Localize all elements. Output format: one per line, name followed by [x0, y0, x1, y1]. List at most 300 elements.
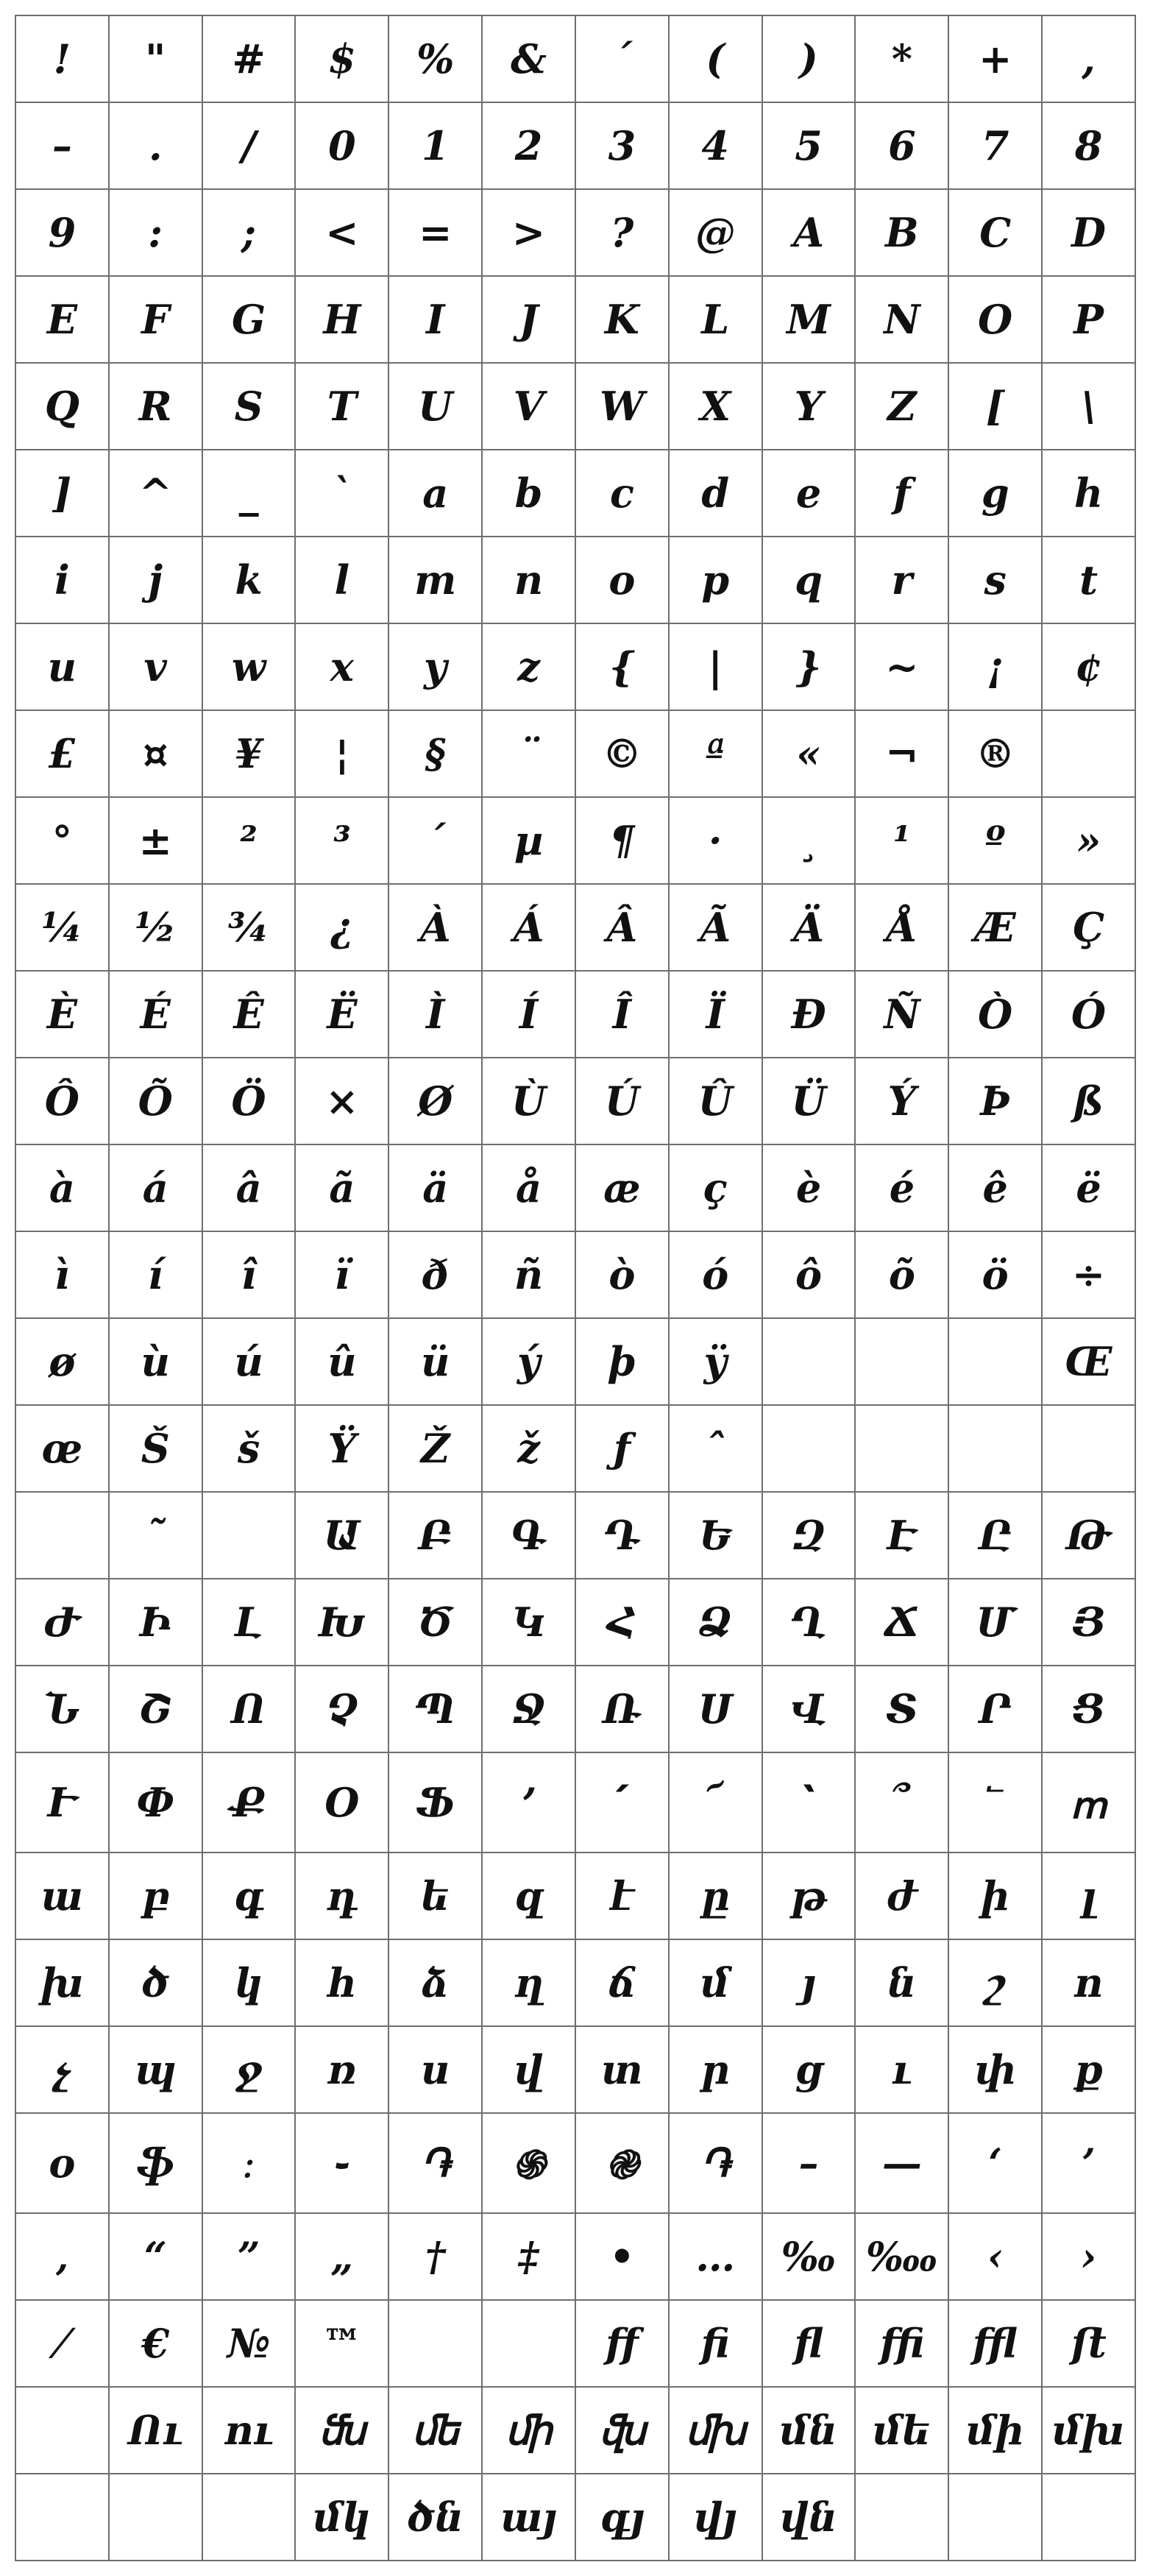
glyph-cell: é [855, 1144, 948, 1231]
glyph-cell: 4 [669, 102, 762, 189]
glyph-cell: ¶ [575, 797, 669, 884]
glyph-cell: Փ [109, 1752, 202, 1853]
glyph-cell: դ [295, 1853, 388, 1939]
glyph-row [15, 2300, 1135, 2387]
glyph-cell: u [15, 623, 109, 710]
glyph-cell: z [482, 623, 575, 710]
glyph-cell: J [482, 276, 575, 363]
glyph-row [15, 1231, 1135, 1318]
glyph-cell: – [762, 2113, 856, 2213]
glyph-cell: ® [948, 710, 1042, 797]
glyph-cell: Â [575, 884, 669, 971]
glyph-cell: ղ [482, 1939, 575, 2026]
glyph-cell: Ռ [575, 1666, 669, 1752]
glyph-cell: ։ [202, 2113, 296, 2213]
glyph-cell: › [1042, 2213, 1135, 2300]
glyph-cell: Ç [1042, 884, 1135, 971]
glyph-grid-body [15, 15, 1135, 2561]
glyph-cell: ﬕ [482, 2387, 575, 2474]
empty-glyph-cell [1042, 2474, 1135, 2561]
glyph-cell: ¢ [1042, 623, 1135, 710]
glyph-cell: È [15, 971, 109, 1058]
glyph-cell: = [388, 189, 482, 276]
glyph-cell: s [948, 537, 1042, 623]
glyph-cell: W [575, 363, 669, 450]
glyph-cell: Ì [388, 971, 482, 1058]
glyph-cell: O [948, 276, 1042, 363]
glyph-cell: v [109, 623, 202, 710]
glyph-cell: Ց [1042, 1666, 1135, 1752]
glyph-cell: ? [575, 189, 669, 276]
glyph-cell: Ը [948, 1492, 1042, 1579]
glyph-cell: > [482, 189, 575, 276]
glyph-cell: € [109, 2300, 202, 2387]
glyph-cell: ս [388, 2026, 482, 2113]
glyph-cell: Ք [202, 1752, 296, 1853]
glyph-cell: " [109, 15, 202, 102]
glyph-cell: à [15, 1144, 109, 1231]
glyph-cell: I [388, 276, 482, 363]
glyph-cell: յ [762, 1939, 856, 2026]
glyph-cell: ð [388, 1231, 482, 1318]
glyph-cell: ֏ [388, 2113, 482, 2213]
glyph-cell: Վ [762, 1666, 856, 1752]
glyph-row [15, 450, 1135, 537]
glyph-cell: ÷ [1042, 1231, 1135, 1318]
glyph-row [15, 1492, 1135, 1579]
glyph-cell: Á [482, 884, 575, 971]
glyph-cell: À [388, 884, 482, 971]
glyph-cell: ա [15, 1853, 109, 1939]
glyph-cell: ՠ [1042, 1752, 1135, 1853]
glyph-cell: ց [762, 2026, 856, 2113]
glyph-cell: ý [482, 1318, 575, 1405]
glyph-cell: ՞ [855, 1752, 948, 1853]
glyph-cell: » [1042, 797, 1135, 884]
glyph-row [15, 1579, 1135, 1666]
glyph-cell: d [669, 450, 762, 537]
glyph-cell: — [855, 2113, 948, 2213]
glyph-cell: è [762, 1144, 856, 1231]
glyph-row [15, 2474, 1135, 2561]
glyph-cell: օ [15, 2113, 109, 2213]
glyph-cell: g [948, 450, 1042, 537]
glyph-row [15, 1058, 1135, 1144]
glyph-cell: ô [762, 1231, 856, 1318]
glyph-cell: ﬄ [948, 2300, 1042, 2387]
glyph-cell: Ð [762, 971, 856, 1058]
glyph-cell: î [202, 1231, 296, 1318]
glyph-cell: æ [575, 1144, 669, 1231]
glyph-cell: ր [669, 2026, 762, 2113]
glyph-cell: Ë [295, 971, 388, 1058]
glyph-cell: ﬅ [1042, 2300, 1135, 2387]
glyph-cell: հ [295, 1939, 388, 2026]
glyph-row [15, 1405, 1135, 1492]
glyph-cell: չ [15, 2026, 109, 2113]
glyph-cell: մե [855, 2387, 948, 2474]
glyph-cell: Û [669, 1058, 762, 1144]
glyph-cell: Չ [295, 1666, 388, 1752]
glyph-cell: • [575, 2213, 669, 2300]
glyph-cell: 7 [948, 102, 1042, 189]
glyph-row [15, 276, 1135, 363]
glyph-cell: Í [482, 971, 575, 1058]
glyph-cell: պ [109, 2026, 202, 2113]
glyph-cell: ü [388, 1318, 482, 1405]
glyph-cell: Ա [295, 1492, 388, 1579]
glyph-cell: 0 [295, 102, 388, 189]
glyph-cell: m [388, 537, 482, 623]
glyph-cell: É [109, 971, 202, 1058]
glyph-cell: ‘ [948, 2113, 1042, 2213]
glyph-cell: մի [948, 2387, 1042, 2474]
glyph-cell: Ù [482, 1058, 575, 1144]
glyph-cell: ՝ [762, 1752, 856, 1853]
glyph-cell: ù [109, 1318, 202, 1405]
glyph-cell: Ø [388, 1058, 482, 1144]
glyph-cell: ՜ [669, 1752, 762, 1853]
glyph-row [15, 1144, 1135, 1231]
glyph-row [15, 1939, 1135, 2026]
glyph-cell: ի [948, 1853, 1042, 1939]
glyph-cell: “ [109, 2213, 202, 2300]
glyph-cell: ռ [295, 2026, 388, 2113]
glyph-cell: Ր [948, 1666, 1042, 1752]
glyph-cell: Ÿ [295, 1405, 388, 1492]
glyph-cell: Խ [295, 1579, 388, 1666]
glyph-cell: P [1042, 276, 1135, 363]
glyph-cell: F [109, 276, 202, 363]
empty-glyph-cell [948, 1318, 1042, 1405]
glyph-cell: Ջ [482, 1666, 575, 1752]
empty-glyph-cell [109, 2474, 202, 2561]
glyph-cell: ø [15, 1318, 109, 1405]
glyph-cell: Ó [1042, 971, 1135, 1058]
glyph-cell: գյ [575, 2474, 669, 2561]
glyph-cell: Ե [669, 1492, 762, 1579]
glyph-cell: f [855, 450, 948, 537]
glyph-cell: ՟ [948, 1752, 1042, 1853]
glyph-cell: բ [109, 1853, 202, 1939]
glyph-cell: Š [109, 1405, 202, 1492]
glyph-cell: < [295, 189, 388, 276]
glyph-cell: k [202, 537, 296, 623]
glyph-cell: Q [15, 363, 109, 450]
glyph-cell: 8 [1042, 102, 1135, 189]
glyph-cell: ը [669, 1853, 762, 1939]
glyph-cell: ë [1042, 1144, 1135, 1231]
glyph-cell: այ [482, 2474, 575, 2561]
glyph-cell: զ [482, 1853, 575, 1939]
glyph-cell: ¾ [202, 884, 296, 971]
glyph-row [15, 189, 1135, 276]
glyph-cell: % [388, 15, 482, 102]
glyph-cell: w [202, 623, 296, 710]
glyph-cell: Շ [109, 1666, 202, 1752]
glyph-cell: C [948, 189, 1042, 276]
glyph-row [15, 363, 1135, 450]
glyph-cell: Ս [669, 1666, 762, 1752]
glyph-cell: ˜ [109, 1492, 202, 1579]
glyph-cell: Ñ [855, 971, 948, 1058]
empty-glyph-cell [388, 2300, 482, 2387]
glyph-cell: S [202, 363, 296, 450]
glyph-cell: մխ [1042, 2387, 1135, 2474]
glyph-cell: x [295, 623, 388, 710]
glyph-cell: ú [202, 1318, 296, 1405]
glyph-cell: Œ [1042, 1318, 1135, 1405]
glyph-row [15, 1318, 1135, 1405]
glyph-cell: Հ [575, 1579, 669, 1666]
glyph-cell: â [202, 1144, 296, 1231]
glyph-row [15, 2026, 1135, 2113]
glyph-cell: , [1042, 15, 1135, 102]
glyph-cell: Ֆ [388, 1752, 482, 1853]
glyph-cell: y [388, 623, 482, 710]
empty-glyph-cell [202, 1492, 296, 1579]
glyph-row [15, 884, 1135, 971]
glyph-cell: ջ [202, 2026, 296, 2113]
glyph-cell: # [202, 15, 296, 102]
glyph-cell: ¤ [109, 710, 202, 797]
glyph-cell: Ու [109, 2387, 202, 2474]
glyph-cell: ﬁ [669, 2300, 762, 2387]
glyph-cell: ~ [855, 623, 948, 710]
glyph-cell: Ò [948, 971, 1042, 1058]
glyph-cell: Ճ [855, 1579, 948, 1666]
glyph-cell: ¥ [202, 710, 296, 797]
glyph-cell: * [855, 15, 948, 102]
glyph-cell: տ [575, 2026, 669, 2113]
glyph-cell: V [482, 363, 575, 450]
glyph-cell: ß [1042, 1058, 1135, 1144]
glyph-cell: n [482, 537, 575, 623]
glyph-cell: ¨ [482, 710, 575, 797]
glyph-cell: c [575, 450, 669, 537]
glyph-row [15, 2113, 1135, 2213]
glyph-cell: Õ [109, 1058, 202, 1144]
glyph-cell: _ [202, 450, 296, 537]
glyph-cell: T [295, 363, 388, 450]
glyph-row [15, 1752, 1135, 1853]
glyph-cell: ] [15, 450, 109, 537]
glyph-cell: 6 [855, 102, 948, 189]
empty-glyph-cell [762, 1405, 856, 1492]
glyph-cell: ﬂ [762, 2300, 856, 2387]
glyph-cell: ê [948, 1144, 1042, 1231]
glyph-cell: ` [295, 450, 388, 537]
glyph-cell: ֍ [482, 2113, 575, 2213]
glyph-cell: ծ [109, 1939, 202, 2026]
glyph-cell: մկ [295, 2474, 388, 2561]
glyph-cell: փ [948, 2026, 1042, 2113]
glyph-row [15, 537, 1135, 623]
glyph-cell: շ [948, 1939, 1042, 2026]
glyph-cell: գ [202, 1853, 296, 1939]
glyph-cell: 3 [575, 102, 669, 189]
glyph-cell: Լ [202, 1579, 296, 1666]
glyph-cell: Î [575, 971, 669, 1058]
glyph-cell: Զ [762, 1492, 856, 1579]
glyph-cell: { [575, 623, 669, 710]
glyph-cell: ; [202, 189, 296, 276]
glyph-cell: / [202, 102, 296, 189]
glyph-cell: Ä [762, 884, 856, 971]
glyph-cell: A [762, 189, 856, 276]
glyph-cell: № [202, 2300, 296, 2387]
glyph-cell: ì [15, 1231, 109, 1318]
glyph-cell: G [202, 276, 296, 363]
glyph-cell: Å [855, 884, 948, 971]
glyph-cell: µ [482, 797, 575, 884]
glyph-cell: ք [1042, 2026, 1135, 2113]
glyph-cell: ֆ [109, 2113, 202, 2213]
glyph-cell: @ [669, 189, 762, 276]
glyph-cell: Օ [295, 1752, 388, 1853]
empty-glyph-cell [855, 2474, 948, 2561]
glyph-cell: ւ [855, 2026, 948, 2113]
glyph-cell: ¡ [948, 623, 1042, 710]
empty-glyph-cell [762, 1318, 856, 1405]
glyph-cell: 5 [762, 102, 856, 189]
glyph-cell: q [762, 537, 856, 623]
empty-glyph-cell [1042, 1405, 1135, 1492]
glyph-cell: ³ [295, 797, 388, 884]
glyph-cell: Ի [109, 1579, 202, 1666]
glyph-cell: û [295, 1318, 388, 1405]
glyph-cell: ( [669, 15, 762, 102]
glyph-cell: e [762, 450, 856, 537]
glyph-cell: Ï [669, 971, 762, 1058]
glyph-cell: . [109, 102, 202, 189]
glyph-cell: 9 [15, 189, 109, 276]
glyph-cell: Թ [1042, 1492, 1135, 1579]
glyph-cell: Է [855, 1492, 948, 1579]
glyph-cell: ² [202, 797, 296, 884]
glyph-cell: b [482, 450, 575, 537]
glyph-cell: Ü [762, 1058, 856, 1144]
glyph-cell: ﬖ [575, 2387, 669, 2474]
glyph-cell: õ [855, 1231, 948, 1318]
glyph-cell: ‡ [482, 2213, 575, 2300]
glyph-cell: Ã [669, 884, 762, 971]
glyph-cell: ƒ [575, 1405, 669, 1492]
glyph-cell: լ [1042, 1853, 1135, 1939]
glyph-cell: i [15, 537, 109, 623]
glyph-cell: ‱ [855, 2213, 948, 2300]
glyph-cell: ՛ [575, 1752, 669, 1853]
glyph-cell: ֊ [295, 2113, 388, 2213]
glyph-cell: Ê [202, 971, 296, 1058]
empty-glyph-cell [15, 2387, 109, 2474]
glyph-cell: ä [388, 1144, 482, 1231]
glyph-cell: մ [669, 1939, 762, 2026]
glyph-cell: ° [15, 797, 109, 884]
glyph-cell: š [202, 1405, 296, 1492]
glyph-cell: ¸ [762, 797, 856, 884]
glyph-cell: + [948, 15, 1042, 102]
glyph-cell: ò [575, 1231, 669, 1318]
glyph-cell: Þ [948, 1058, 1042, 1144]
glyph-cell: · [669, 797, 762, 884]
glyph-cell: ‚ [15, 2213, 109, 2300]
glyph-cell: D [1042, 189, 1135, 276]
glyph-cell: Ծ [388, 1579, 482, 1666]
glyph-cell: Æ [948, 884, 1042, 971]
glyph-cell: է [575, 1853, 669, 1939]
glyph-cell: Ô [15, 1058, 109, 1144]
empty-glyph-cell [15, 1492, 109, 1579]
glyph-cell: կ [202, 1939, 296, 2026]
glyph-cell: ֏ [669, 2113, 762, 2213]
glyph-cell: † [388, 2213, 482, 2300]
glyph-cell: Z [855, 363, 948, 450]
glyph-cell: մն [762, 2387, 856, 2474]
glyph-row [15, 2387, 1135, 2474]
glyph-cell: ö [948, 1231, 1042, 1318]
glyph-row [15, 1666, 1135, 1752]
glyph-cell: Դ [575, 1492, 669, 1579]
empty-glyph-cell [202, 2474, 296, 2561]
glyph-cell: Մ [948, 1579, 1042, 1666]
glyph-cell: Տ [855, 1666, 948, 1752]
glyph-cell: ’ [1042, 2113, 1135, 2213]
glyph-row [15, 623, 1135, 710]
glyph-cell: ª [669, 710, 762, 797]
glyph-row [15, 15, 1135, 102]
glyph-cell: ´ [388, 797, 482, 884]
glyph-cell: £ [15, 710, 109, 797]
empty-glyph-cell [482, 2300, 575, 2387]
glyph-cell: ) [762, 15, 856, 102]
glyph-grid [15, 15, 1136, 2561]
glyph-cell: ⁄ [15, 2300, 109, 2387]
glyph-cell: : [109, 189, 202, 276]
glyph-cell: Ղ [762, 1579, 856, 1666]
glyph-row [15, 1853, 1135, 1939]
glyph-cell: í [109, 1231, 202, 1318]
glyph-cell: [ [948, 363, 1042, 450]
glyph-cell: K [575, 276, 669, 363]
glyph-cell: ´ [575, 15, 669, 102]
glyph-cell: ! [15, 15, 109, 102]
glyph-cell: ^ [109, 450, 202, 537]
glyph-cell: t [1042, 537, 1135, 623]
glyph-cell: H [295, 276, 388, 363]
glyph-cell: ո [1042, 1939, 1135, 2026]
glyph-cell: 1 [388, 102, 482, 189]
glyph-cell: վ [482, 2026, 575, 2113]
glyph-cell: ó [669, 1231, 762, 1318]
glyph-cell: } [762, 623, 856, 710]
glyph-cell: ﬀ [575, 2300, 669, 2387]
glyph-row [15, 710, 1135, 797]
glyph-cell: ÿ [669, 1318, 762, 1405]
glyph-cell: | [669, 623, 762, 710]
glyph-cell: ¬ [855, 710, 948, 797]
glyph-cell: Ձ [669, 1579, 762, 1666]
glyph-cell: … [669, 2213, 762, 2300]
glyph-row [15, 797, 1135, 884]
glyph-cell: © [575, 710, 669, 797]
glyph-cell: վն [762, 2474, 856, 2561]
glyph-cell: ˆ [669, 1405, 762, 1492]
glyph-cell: Բ [388, 1492, 482, 1579]
glyph-cell: ու [202, 2387, 296, 2474]
glyph-cell: ծն [388, 2474, 482, 2561]
glyph-cell: × [295, 1058, 388, 1144]
